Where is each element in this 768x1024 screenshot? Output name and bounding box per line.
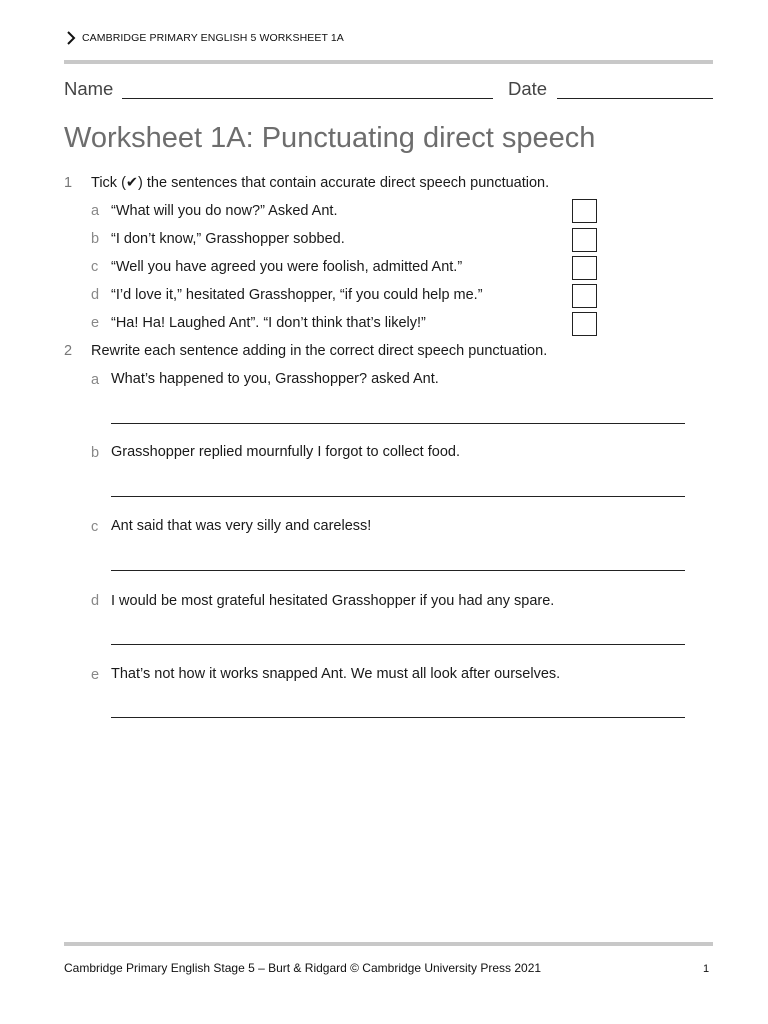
q1-item-letter: a (91, 203, 100, 219)
name-date-row (64, 78, 713, 102)
q1-item-b-checkbox[interactable] (572, 228, 597, 252)
question-1-number: 1 (64, 175, 73, 191)
q2-item-text: Grasshopper replied mournfully I forgot to collect food. (111, 444, 460, 460)
date-label: Date (508, 78, 548, 99)
question-2-instruction: Rewrite each sentence adding in the correct direct speech punctuation. (91, 343, 548, 359)
date-field[interactable] (557, 98, 713, 99)
question-2-number: 2 (64, 343, 73, 359)
q1-item-d-checkbox[interactable] (572, 284, 597, 308)
q2-item-a-answer-line[interactable] (111, 423, 685, 424)
footer-divider (64, 942, 713, 946)
q2-item-letter: b (91, 445, 100, 461)
q1-item-text: “I’d love it,” hesitated Grasshopper, “if you could help me.” (111, 287, 483, 303)
page-title: Worksheet 1A: Punctuating direct speech (64, 122, 596, 154)
footer-credit: Cambridge Primary English Stage 5 – Burt & Ridgard © Cambridge University Press 2021 (64, 961, 542, 975)
q1-item-c-checkbox[interactable] (572, 256, 597, 280)
name-label: Name (64, 78, 114, 99)
q2-item-text: That’s not how it works snapped Ant. We must all look after ourselves. (111, 666, 561, 682)
q2-item-letter: c (91, 519, 99, 535)
q2-item-text: What’s happened to you, Grasshopper? asked Ant. (111, 371, 439, 387)
q1-item-text: “Well you have agreed you were foolish, admitted Ant.” (111, 259, 463, 275)
q2-item-letter: d (91, 593, 100, 609)
q2-item-b-answer-line[interactable] (111, 496, 685, 497)
page-number: 1 (703, 963, 710, 975)
q2-item-text: Ant said that was very silly and careless! (111, 518, 372, 534)
q1-item-letter: b (91, 231, 100, 247)
question-1-instruction: Tick (✔) the sentences that contain accurate direct speech punctuation. (91, 175, 550, 191)
header-divider (64, 60, 713, 64)
q1-item-text: “I don’t know,” Grasshopper sobbed. (111, 231, 345, 247)
running-header (64, 29, 344, 47)
q1-item-letter: c (91, 259, 99, 275)
q1-item-e-checkbox[interactable] (572, 312, 597, 336)
q2-item-letter: e (91, 667, 100, 683)
q2-item-c-answer-line[interactable] (111, 570, 685, 571)
q2-item-e-answer-line[interactable] (111, 717, 685, 718)
q1-item-text: “What will you do now?” Asked Ant. (111, 203, 338, 219)
q1-item-letter: d (91, 287, 100, 303)
q1-item-a-checkbox[interactable] (572, 199, 597, 223)
q2-item-d-answer-line[interactable] (111, 644, 685, 645)
q2-item-text: I would be most grateful hesitated Grasshopper if you had any spare. (111, 593, 555, 609)
q1-item-text: “Ha! Ha! Laughed Ant”. “I don’t think that’s likely!” (111, 315, 426, 331)
q1-item-letter: e (91, 315, 100, 331)
q2-item-letter: a (91, 372, 100, 388)
chevron-right-icon (64, 29, 78, 47)
series-label: CAMBRIDGE PRIMARY ENGLISH 5 WORKSHEET 1A (82, 32, 344, 44)
name-field[interactable] (122, 98, 493, 99)
